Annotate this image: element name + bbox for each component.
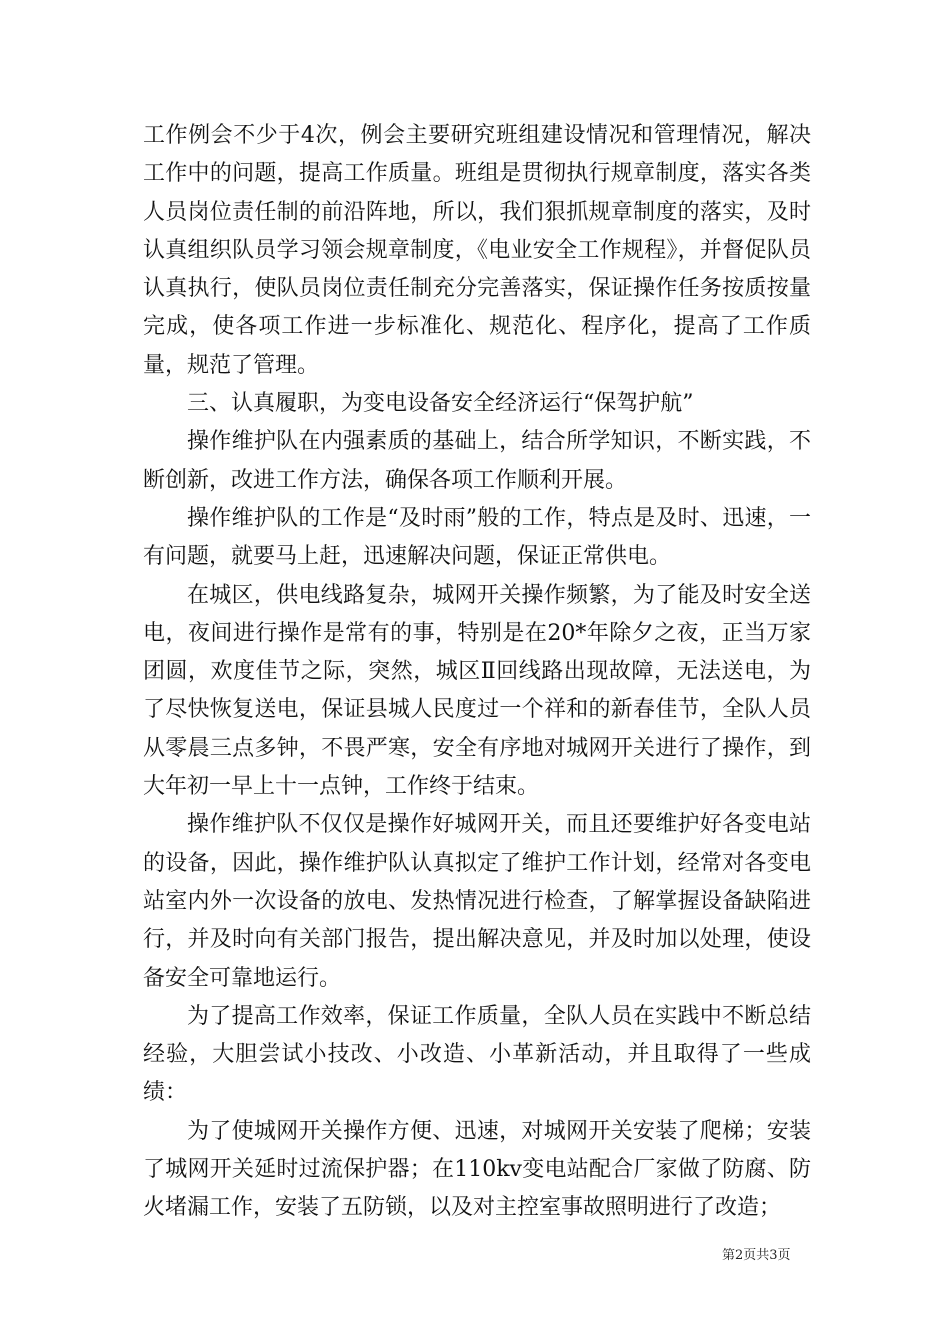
paragraph-new-year-eve: 在城区，供电线路复杂，城网开关操作频繁，为了能及时安全送电，夜间进行操作是常有的事，特别是在20*年除夕之夜，正当万家团圆，欢度佳节之际，突然，城区Ⅱ回线路出现故障，无法送电，为了尽快恢复送电，保证县城人民度过一个祥和的新春佳节，全队人员从零晨三点多钟，不畏严寒，安全有序地对城网开关进行了操作，到大年初一早上十一点钟，工作终于结束。 <box>143 582 811 800</box>
section-heading-three: 三、认真履职，为变电设备安全经济运行“保驾护航” <box>187 391 694 417</box>
document-body <box>143 117 811 1228</box>
paragraph-timely-rain: 操作维护队的工作是“及时雨”般的工作，特点是及时、迅速，一有问题，就要马上赶，迅速解决问题，保证正常供电。 <box>143 505 811 570</box>
paragraph-intro: 操作维护队在内强素质的基础上，结合所学知识，不断实践，不断创新，改进工作方法，确保各项工作顺利开展。 <box>143 429 811 493</box>
paragraph-maintenance: 操作维护队不仅仅是操作好城网开关，而且还要维护好各变电站的设备，因此，操作维护队认真拟定了维护工作计划，经常对各变电站室内外一次设备的放电、发热情况进行检查，了解掌握设备缺陷进行，并及时向有关部门报告，提出解决意见，并及时加以处理，使设备安全可靠地运行。 <box>143 812 811 991</box>
paragraph-efficiency: 为了提高工作效率，保证工作质量，全队人员在实践中不断总结经验，大胆尝试小技改、小改造、小革新活动，并且取得了一些成绩： <box>143 1003 811 1106</box>
paragraph-improvements: 为了使城网开关操作方便、迅速，对城网开关安装了爬梯；安装了城网开关延时过流保护器；在110kv变电站配合厂家做了防腐、防火堵漏工作，安装了五防锁，以及对主控室事故照明进行了改造； <box>143 1118 811 1221</box>
paragraph-work-meetings: 工作例会不少于4次，例会主要研究班组建设情况和管理情况，解决工作中的问题，提高工作质量。班组是贯彻执行规章制度，落实各类人员岗位责任制的前沿阵地，所以，我们狠抓规章制度的落实，及时认真组织队员学习领会规章制度，《电业安全工作规程》，并督促队员认真执行，使队员岗位责任制充分完善落实，保证操作任务按质按量完成，使各项工作进一步标准化、规范化、程序化，提高了工作质量，规范了管理。 <box>143 123 811 378</box>
page-number: 第2页共3页 <box>722 1248 791 1263</box>
